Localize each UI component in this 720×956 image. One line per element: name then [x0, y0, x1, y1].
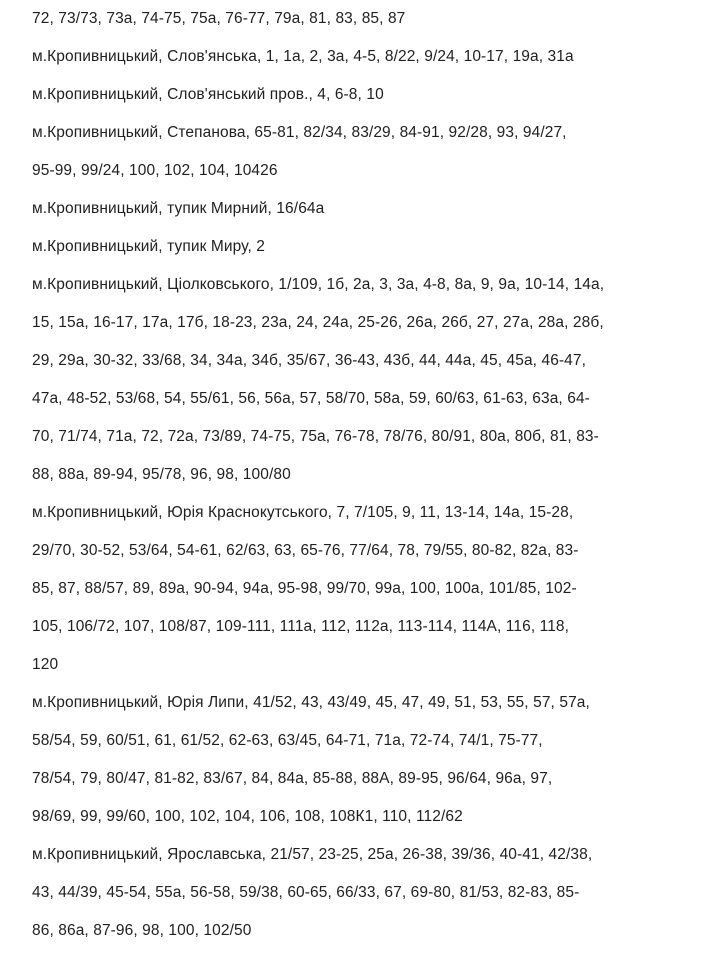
address-line: м.Кропивницький, Слов'янський пров., 4, 6-8, 10 — [32, 86, 384, 103]
address-line: 58/54, 59, 60/51, 61, 61/52, 62-63, 63/45, 64-71, 71а, 72-74, 74/1, 75-77, — [32, 732, 543, 749]
address-line: 85, 87, 88/57, 89, 89а, 90-94, 94а, 95-98, 99/70, 99а, 100, 100а, 101/85, 102- — [32, 580, 577, 597]
address-entry — [32, 114, 696, 190]
address-line: м.Кропивницький, тупик Мирний, 16/64а — [32, 200, 325, 217]
address-entry — [32, 190, 696, 228]
address-line: 15, 15а, 16-17, 17а, 17б, 18-23, 23а, 24, 24а, 25-26, 26а, 26б, 27, 27а, 28а, 28б, — [32, 314, 604, 331]
address-line: м.Кропивницький, Слов'янська, 1, 1а, 2, 3а, 4-5, 8/22, 9/24, 10-17, 19а, 31а — [32, 48, 574, 65]
address-line: м.Кропивницький, тупик Миру, 2 — [32, 238, 266, 255]
address-entry — [32, 76, 696, 114]
address-line: м.Кропивницький, Ярославська, 21/57, 23-25, 25а, 26-38, 39/36, 40-41, 42/38, — [32, 846, 593, 863]
address-entry — [32, 0, 696, 38]
address-entry — [32, 836, 696, 950]
address-line: 29/70, 30-52, 53/64, 54-61, 62/63, 63, 65-76, 77/64, 78, 79/55, 80-82, 82а, 83- — [32, 542, 579, 559]
address-line: м.Кропивницький, Степанова, 65-81, 82/34, 83/29, 84-91, 92/28, 93, 94/27, — [32, 124, 567, 141]
address-line: 29, 29а, 30-32, 33/68, 34, 34а, 34б, 35/67, 36-43, 43б, 44, 44а, 45, 45а, 46-47, — [32, 352, 587, 369]
address-entry — [32, 266, 696, 494]
address-entry — [32, 684, 696, 836]
address-line: м.Кропивницький, Ціолковського, 1/109, 1б, 2а, 3, 3а, 4-8, 8а, 9, 9а, 10-14, 14а, — [32, 276, 605, 293]
address-line: м.Кропивницький, Юрія Краснокутського, 7, 7/105, 9, 11, 13-14, 14а, 15-28, — [32, 504, 574, 521]
address-line: 86, 86а, 87-96, 98, 100, 102/50 — [32, 922, 252, 939]
address-line: 70, 71/74, 71а, 72, 72а, 73/89, 74-75, 75а, 76-78, 78/76, 80/91, 80а, 80б, 81, 83- — [32, 428, 599, 445]
address-entry — [32, 228, 696, 266]
address-line: 98/69, 99, 99/60, 100, 102, 104, 106, 108, 108К1, 110, 112/62 — [32, 808, 463, 825]
address-line: 78/54, 79, 80/47, 81-82, 83/67, 84, 84а, 85-88, 88А, 89-95, 96/64, 96а, 97, — [32, 770, 553, 787]
address-line: 72, 73/73, 73а, 74-75, 75а, 76-77, 79а, 81, 83, 85, 87 — [32, 10, 406, 27]
address-line: м.Кропивницький, Юрія Липи, 41/52, 43, 43/49, 45, 47, 49, 51, 53, 55, 57, 57а, — [32, 694, 590, 711]
address-line: 43, 44/39, 45-54, 55а, 56-58, 59/38, 60-65, 66/33, 67, 69-80, 81/53, 82-83, 85- — [32, 884, 580, 901]
address-line: 105, 106/72, 107, 108/87, 109-111, 111а, 112, 112а, 113-114, 114А, 116, 118, — [32, 618, 570, 635]
address-line: 95-99, 99/24, 100, 102, 104, 10426 — [32, 162, 278, 179]
address-entry — [32, 494, 696, 684]
address-line: 47а, 48-52, 53/68, 54, 55/61, 56, 56а, 57, 58/70, 58а, 59, 60/63, 61-63, 63а, 64- — [32, 390, 590, 407]
address-entry — [32, 38, 696, 76]
address-line: 88, 88а, 89-94, 95/78, 96, 98, 100/80 — [32, 466, 291, 483]
address-line: 120 — [32, 656, 59, 673]
